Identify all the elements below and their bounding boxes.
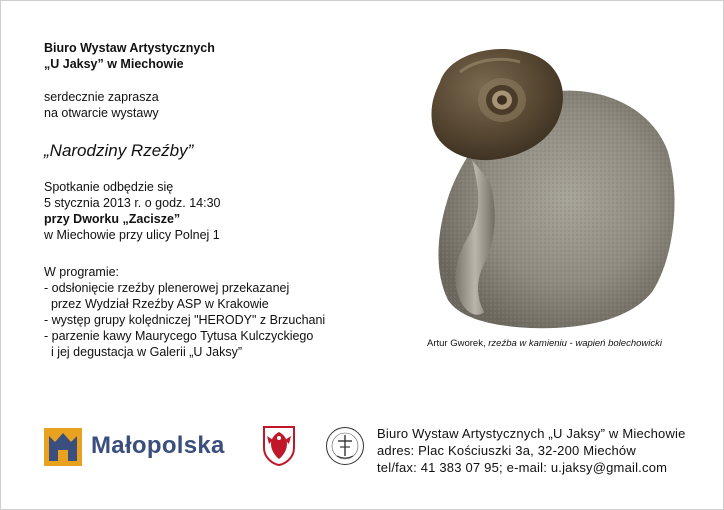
malopolska-logo-text: Małopolska	[91, 432, 225, 459]
photo-caption	[427, 338, 662, 349]
meeting-line4: w Miechowie przy ulicy Polnej 1	[44, 228, 220, 242]
program-item: - występ grupy kolędniczej "HERODY" z Brzuchani	[44, 313, 326, 327]
program-item: - parzenie kawy Maurycego Tytusa Kulczyckiego	[44, 329, 314, 343]
footer-line2: adres: Plac Kościuszki 3a, 32-200 Miechów	[377, 443, 636, 458]
caption-work: rzeźba w kamieniu - wapień bolechowicki	[488, 338, 662, 349]
program-item: przez Wydział Rzeźby ASP w Krakowie	[44, 297, 269, 311]
program-item: - odsłonięcie rzeźby plenerowej przekazanej	[44, 281, 290, 295]
invite-line1: serdecznie zaprasza	[44, 90, 159, 104]
invite-line2: na otwarcie wystawy	[44, 106, 159, 120]
org-line1: Biuro Wystaw Artystycznych	[44, 41, 215, 55]
org-line2: „U Jaksy” w Miechowie	[44, 57, 184, 71]
program-heading: W programie:	[44, 265, 120, 279]
malopolska-logo-icon	[44, 428, 82, 466]
gallery-seal-icon	[325, 426, 365, 466]
footer-line1: Biuro Wystaw Artystycznych „U Jaksy” w Miechowie	[377, 426, 686, 441]
meeting-line2: 5 stycznia 2013 r. o godz. 14:30	[44, 196, 221, 210]
footer-line3: tel/fax: 41 383 07 95; e-mail: u.jaksy@gmail.com	[377, 460, 668, 475]
sculpture-photo	[420, 42, 680, 334]
program-item: i jej degustacja w Galerii „U Jaksy”	[44, 345, 242, 359]
coat-of-arms-icon	[263, 426, 295, 466]
meeting-line1: Spotkanie odbędzie się	[44, 180, 174, 194]
caption-author: Artur Gworek,	[427, 338, 489, 349]
meeting-line3: przy Dworku „Zacisze”	[44, 212, 181, 226]
exhibition-title: „Narodziny Rzeźby”	[44, 141, 194, 160]
